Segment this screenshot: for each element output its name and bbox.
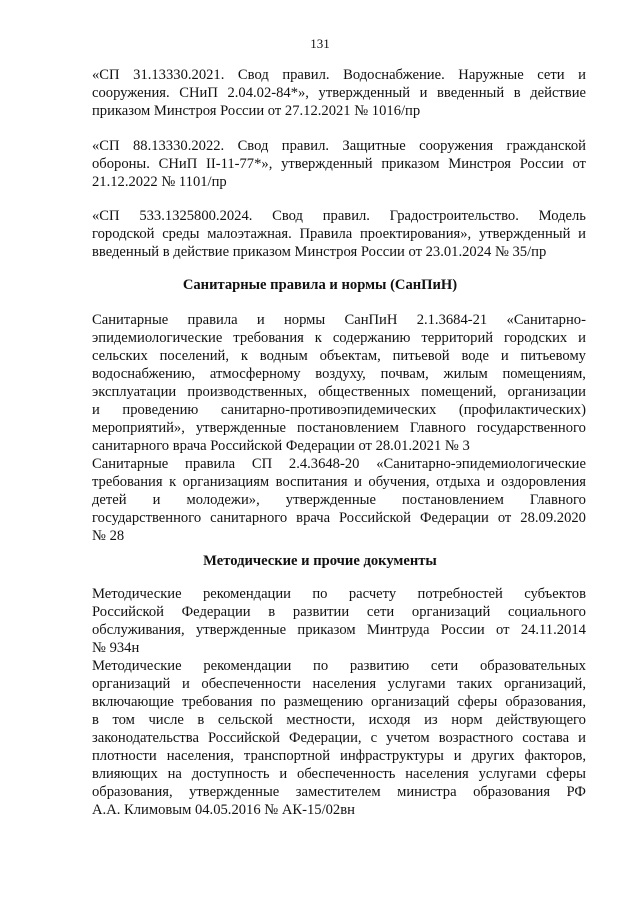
text-line: Методические рекомендации по расчету потребностей субъектов: [92, 586, 586, 602]
text-line: водоснабжению, атмосферному воздуху, почвам, жилым помещениям,: [92, 366, 586, 382]
sanpin-heading: Санитарные правила и нормы (СанПиН): [182, 277, 458, 293]
text-line: 21.12.2022 № 1101/пр: [92, 174, 227, 190]
text-line: введенный в действие приказом Минстроя России от 23.01.2024 № 35/пр: [92, 244, 547, 260]
text-line: мероприятий», утвержденные постановлением Главного государственного: [92, 420, 586, 436]
methodical-section: [92, 585, 586, 819]
text-line: Методические рекомендации по развитию сети образовательных: [92, 658, 586, 674]
text-line: сооружения. СНиП 2.04.02-84*», утвержденный и введенный в действие: [92, 85, 586, 101]
text-line: «СП 31.13330.2021. Свод правил. Водоснабжение. Наружные сети и: [92, 67, 586, 83]
text-line: «СП 533.1325800.2024. Свод правил. Градостроительство. Модель: [92, 208, 586, 224]
text-line: А.А. Климовым 04.05.2016 № АК-15/02вн: [92, 802, 355, 818]
text-line: эксплуатации производственных, общественных помещений, организации: [92, 384, 586, 400]
text-line: законодательства Российской Федерации, с учетом возрастного состава и: [92, 730, 586, 746]
text-line: городской среды малоэтажная. Правила проектирования», утвержденный и: [92, 226, 586, 242]
text-line: «СП 88.13330.2022. Свод правил. Защитные сооружения гражданской: [92, 138, 586, 154]
text-line: Санитарные правила и нормы СанПиН 2.1.3684-21 «Санитарно-: [92, 312, 586, 328]
text-line: приказом Минстроя России от 27.12.2021 № 1016/пр: [92, 103, 421, 119]
text-line: обороны. СНиП II-11-77*», утвержденный приказом Минстроя России от: [92, 156, 586, 172]
text-line: плотности населения, транспортной инфраструктуры и других факторов,: [92, 748, 586, 764]
sanpin-section: [92, 311, 586, 545]
text-line: обслуживания, утвержденные приказом Минтруда России от 24.11.2014: [92, 622, 586, 638]
text-line: включающие требования по размещению организаций сферы образования,: [92, 694, 586, 710]
text-line: № 934н: [92, 640, 140, 656]
text-line: организаций и обеспеченности населения услугами таких организаций,: [92, 676, 586, 692]
text-line: влияющих на доступность и обеспеченность населения услугами сферы: [92, 766, 586, 782]
methodical-heading: Методические и прочие документы: [203, 553, 437, 569]
text-line: в том числе в сельской местности, исходя из норм действующего: [92, 712, 586, 728]
text-line: Российской Федерации в развитии сети организаций социального: [92, 604, 586, 620]
text-line: эпидемиологические требования к содержанию территорий городских и: [92, 330, 586, 346]
text-line: государственного санитарного врача Российской Федерации от 28.09.2020: [92, 510, 586, 526]
sp-533-entry: [92, 207, 586, 261]
page-number: 131: [310, 36, 330, 51]
text-line: требования к организациям воспитания и обучения, отдыха и оздоровления: [92, 474, 586, 490]
text-line: и проведению санитарно-противоэпидемических (профилактических): [92, 402, 586, 418]
sp-88-entry: [92, 137, 586, 191]
text-line: детей и молодежи», утвержденные постановлением Главного: [92, 492, 586, 508]
text-line: санитарного врача Российской Федерации от 28.01.2021 № 3: [92, 438, 470, 454]
text-line: № 28: [92, 528, 125, 544]
sp-31-entry: [92, 66, 586, 120]
text-line: сельских поселений, к водным объектам, питьевой воде и питьевому: [92, 348, 586, 364]
text-line: Санитарные правила СП 2.4.3648-20 «Санитарно-эпидемиологические: [92, 456, 586, 472]
text-line: образования, утвержденные заместителем министра образования РФ: [92, 784, 586, 800]
